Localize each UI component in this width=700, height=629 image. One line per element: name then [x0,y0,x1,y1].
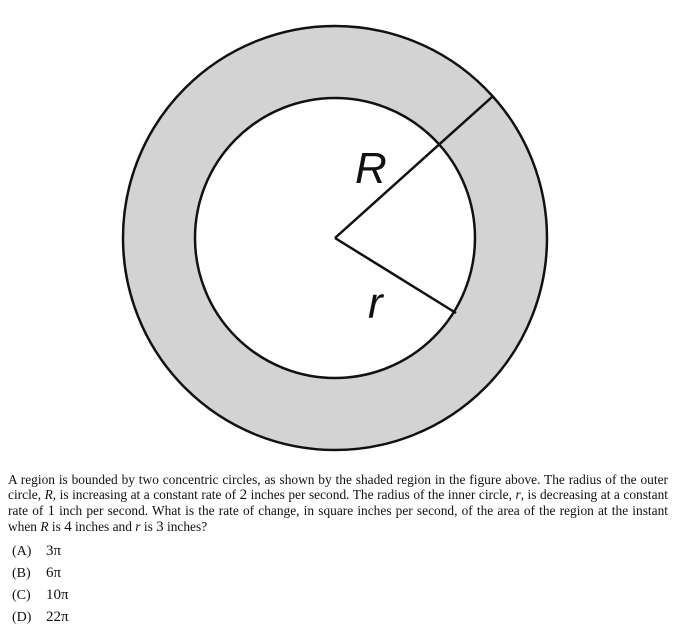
outer-radius-label: R [355,144,387,193]
question-part: is [48,519,65,534]
value-outer-radius: 4 [64,519,72,535]
question-text [8,472,668,535]
choice-letter: (A) [12,544,32,559]
choice-value: 6π [46,565,62,581]
choice-value: 10π [46,587,69,603]
variable-outer-radius: R [40,519,49,534]
question-part: A region is bounded by two concentric circles, as shown by the shaded region in the figure above. The radius of the outer circle, [8,472,668,502]
rate-outer-radius: 2 [239,487,248,503]
answer-choice-a[interactable] [12,540,69,562]
answer-choice-b[interactable] [12,562,69,584]
question-part: , is decreasing at a constant rate of [8,487,668,518]
answer-choice-d[interactable] [12,606,69,628]
answer-choice-c[interactable] [12,584,69,606]
choice-value: 3π [46,543,62,559]
variable-inner-radius: r [135,519,141,534]
question-part: inches? [163,519,208,534]
variable-outer-radius: R [44,487,53,502]
choice-letter: (C) [12,588,31,603]
choice-letter: (B) [12,566,31,581]
variable-inner-radius: r [515,487,521,502]
value-inner-radius: 3 [156,519,164,535]
answer-choices [12,540,69,628]
question-part: inch per second. What is the rate of change, in square inches per second, of the area of the region at the instant when [8,503,668,534]
choice-letter: (D) [12,610,32,625]
rate-inner-radius: 1 [47,503,56,519]
question-part: , is increasing at a constant rate of [52,487,240,502]
question-part: is [140,519,157,534]
question-part: inches per second. The radius of the inner circle, [247,487,516,502]
choice-value: 22π [46,609,69,625]
question-part: inches and [71,519,136,534]
inner-radius-label: r [368,279,383,328]
